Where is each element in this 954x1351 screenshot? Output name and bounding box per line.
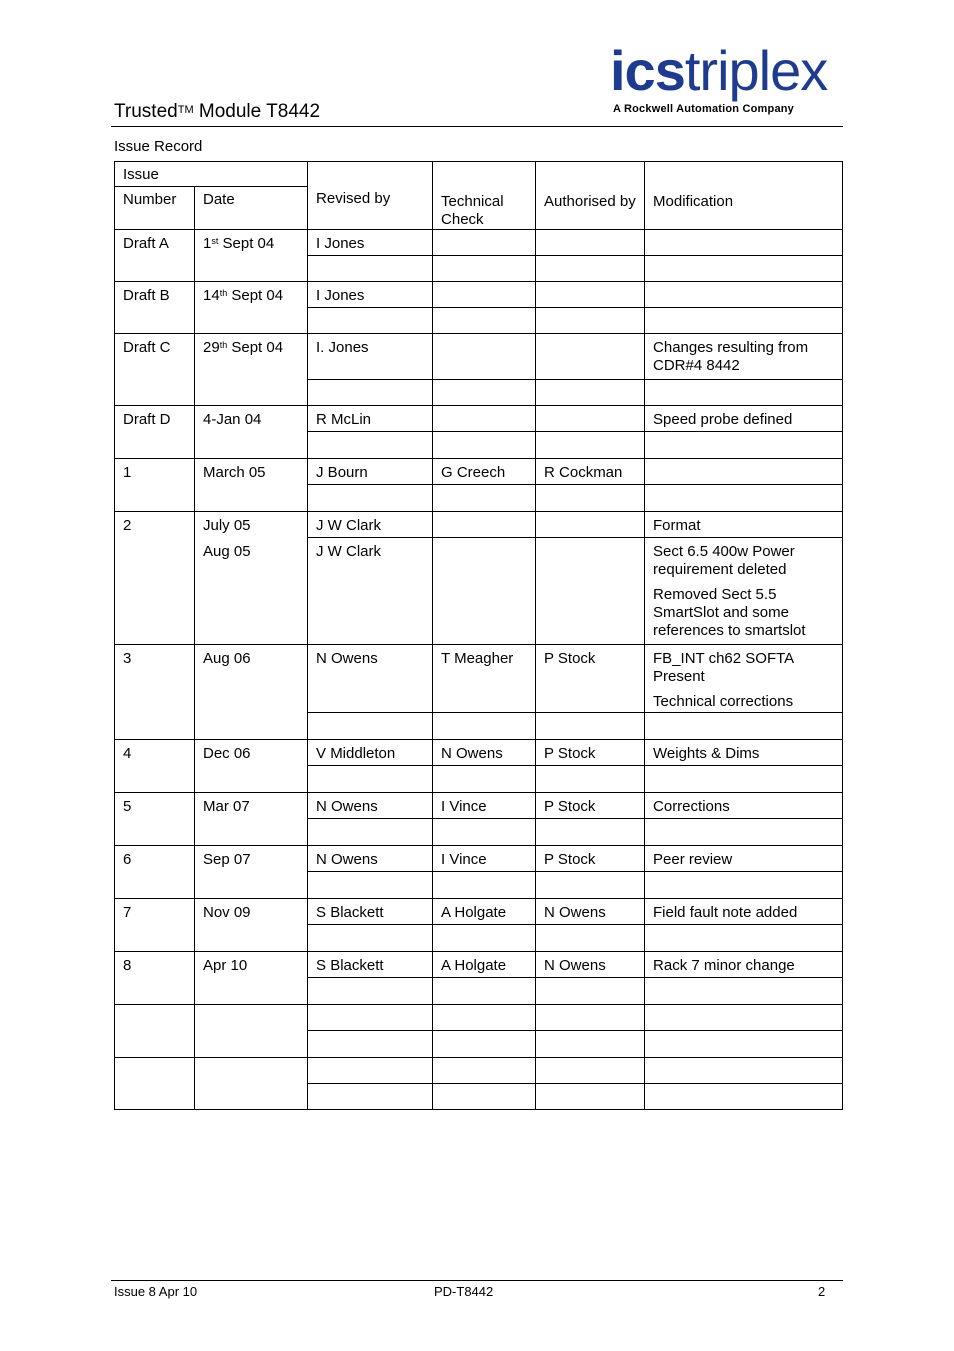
issue-number: 6 [115, 846, 195, 899]
authorised-by: P Stock [536, 846, 645, 872]
issue-number: 7 [115, 899, 195, 952]
table-row [115, 645, 843, 713]
revised-by: N Owens [308, 645, 433, 713]
document-title [114, 100, 320, 124]
table-row-empty [115, 1005, 843, 1031]
header-blank [308, 162, 433, 187]
technical-check: N Owens [433, 740, 536, 766]
header-modification: Modification [645, 162, 843, 230]
table-row [115, 334, 843, 380]
table-row [115, 740, 843, 766]
issue-number: 5 [115, 793, 195, 846]
header-technical-check: Technical Check [433, 162, 536, 230]
revised-by: S Blackett [308, 952, 433, 978]
modification: Corrections [645, 793, 843, 819]
table-row [115, 512, 843, 538]
issue-number: Draft D [115, 406, 195, 459]
company-logo [610, 40, 844, 122]
issue-date: 14th Sept 04 [195, 282, 308, 334]
table-row [115, 282, 843, 308]
footer-issue: Issue 8 Apr 10 [114, 1284, 198, 1299]
issue-number: 1 [115, 459, 195, 512]
revised-by: J Bourn [308, 459, 433, 485]
footer-page-number: 2 [818, 1284, 826, 1299]
issue-number: Draft C [115, 334, 195, 406]
title-prefix: Trusted [114, 101, 178, 122]
table-row [115, 459, 843, 485]
issue-number: 8 [115, 952, 195, 1005]
table-row [115, 406, 843, 432]
technical-check: G Creech [433, 459, 536, 485]
issue-record-table [114, 161, 843, 1110]
revised-by: J W Clark [308, 512, 433, 538]
modification: Format [645, 512, 843, 538]
modification [645, 230, 843, 256]
revised-by: I. Jones [308, 334, 433, 380]
table-row [115, 899, 843, 925]
technical-check: A Holgate [433, 952, 536, 978]
revised-by: N Owens [308, 793, 433, 819]
table-row [115, 793, 843, 819]
title-suffix: Module T8442 [193, 101, 321, 122]
technical-check: I Vince [433, 846, 536, 872]
authorised-by: P Stock [536, 740, 645, 766]
footer-document-id: PD-T8442 [434, 1284, 494, 1299]
authorised-by: P Stock [536, 645, 645, 713]
header-date: Date [195, 186, 308, 229]
revised-by: V Middleton [308, 740, 433, 766]
modification: Sect 6.5 400w Power requirement deleted Removed Sect 5.5 SmartSlot and some references to smartslot [645, 538, 843, 645]
issue-number: 4 [115, 740, 195, 793]
issue-date: 4-Jan 04 [195, 406, 308, 459]
issue-date: 1st Sept 04 [195, 230, 308, 282]
technical-check: I Vince [433, 793, 536, 819]
revised-by: J W Clark [308, 538, 433, 645]
issue-date: Sep 07 [195, 846, 308, 899]
issue-date: Aug 06 [195, 645, 308, 740]
issue-date: Dec 06 [195, 740, 308, 793]
header-row-1 [115, 162, 843, 187]
table-row [115, 952, 843, 978]
authorised-by: N Owens [536, 899, 645, 925]
revised-by: S Blackett [308, 899, 433, 925]
header-revised-by: Revised by [308, 186, 433, 229]
authorised-by [536, 230, 645, 256]
modification: Rack 7 minor change [645, 952, 843, 978]
issue-date: March 05 [195, 459, 308, 512]
trademark-sup: TM [177, 104, 194, 116]
issue-number: Draft B [115, 282, 195, 334]
modification: FB_INT ch62 SOFTA Present Technical corrections [645, 645, 843, 713]
modification: Field fault note added [645, 899, 843, 925]
modification: Peer review [645, 846, 843, 872]
issue-date: Apr 10 [195, 952, 308, 1005]
issue-date: July 05 Aug 05 [195, 512, 308, 645]
header-authorised-by: Authorised by [536, 162, 645, 230]
logo-triplex: triplex [684, 39, 828, 102]
table-row-empty [115, 1058, 843, 1084]
revised-by: N Owens [308, 846, 433, 872]
revised-by: I Jones [308, 230, 433, 256]
section-label: Issue Record [114, 138, 203, 155]
logo-wordmark [610, 40, 827, 102]
table-row [115, 846, 843, 872]
authorised-by: P Stock [536, 793, 645, 819]
modification: Speed probe defined [645, 406, 843, 432]
issue-number: 3 [115, 645, 195, 740]
logo-tagline: A Rockwell Automation Company [613, 103, 794, 115]
header-divider [111, 126, 843, 127]
modification: Weights & Dims [645, 740, 843, 766]
issue-date: Mar 07 [195, 793, 308, 846]
issue-date: Nov 09 [195, 899, 308, 952]
issue-number: 2 [115, 512, 195, 645]
footer-divider [111, 1280, 843, 1281]
logo-ics: ics [610, 39, 685, 102]
technical-check [433, 230, 536, 256]
revised-by: I Jones [308, 282, 433, 308]
revised-by: R McLin [308, 406, 433, 432]
authorised-by: R Cockman [536, 459, 645, 485]
issue-number: Draft A [115, 230, 195, 282]
technical-check: T Meagher [433, 645, 536, 713]
header-issue: Issue [115, 162, 308, 187]
authorised-by: N Owens [536, 952, 645, 978]
issue-date: 29th Sept 04 [195, 334, 308, 406]
header-number: Number [115, 186, 195, 229]
technical-check: A Holgate [433, 899, 536, 925]
modification: Changes resulting from CDR#4 8442 [645, 334, 843, 380]
table-row [115, 230, 843, 256]
